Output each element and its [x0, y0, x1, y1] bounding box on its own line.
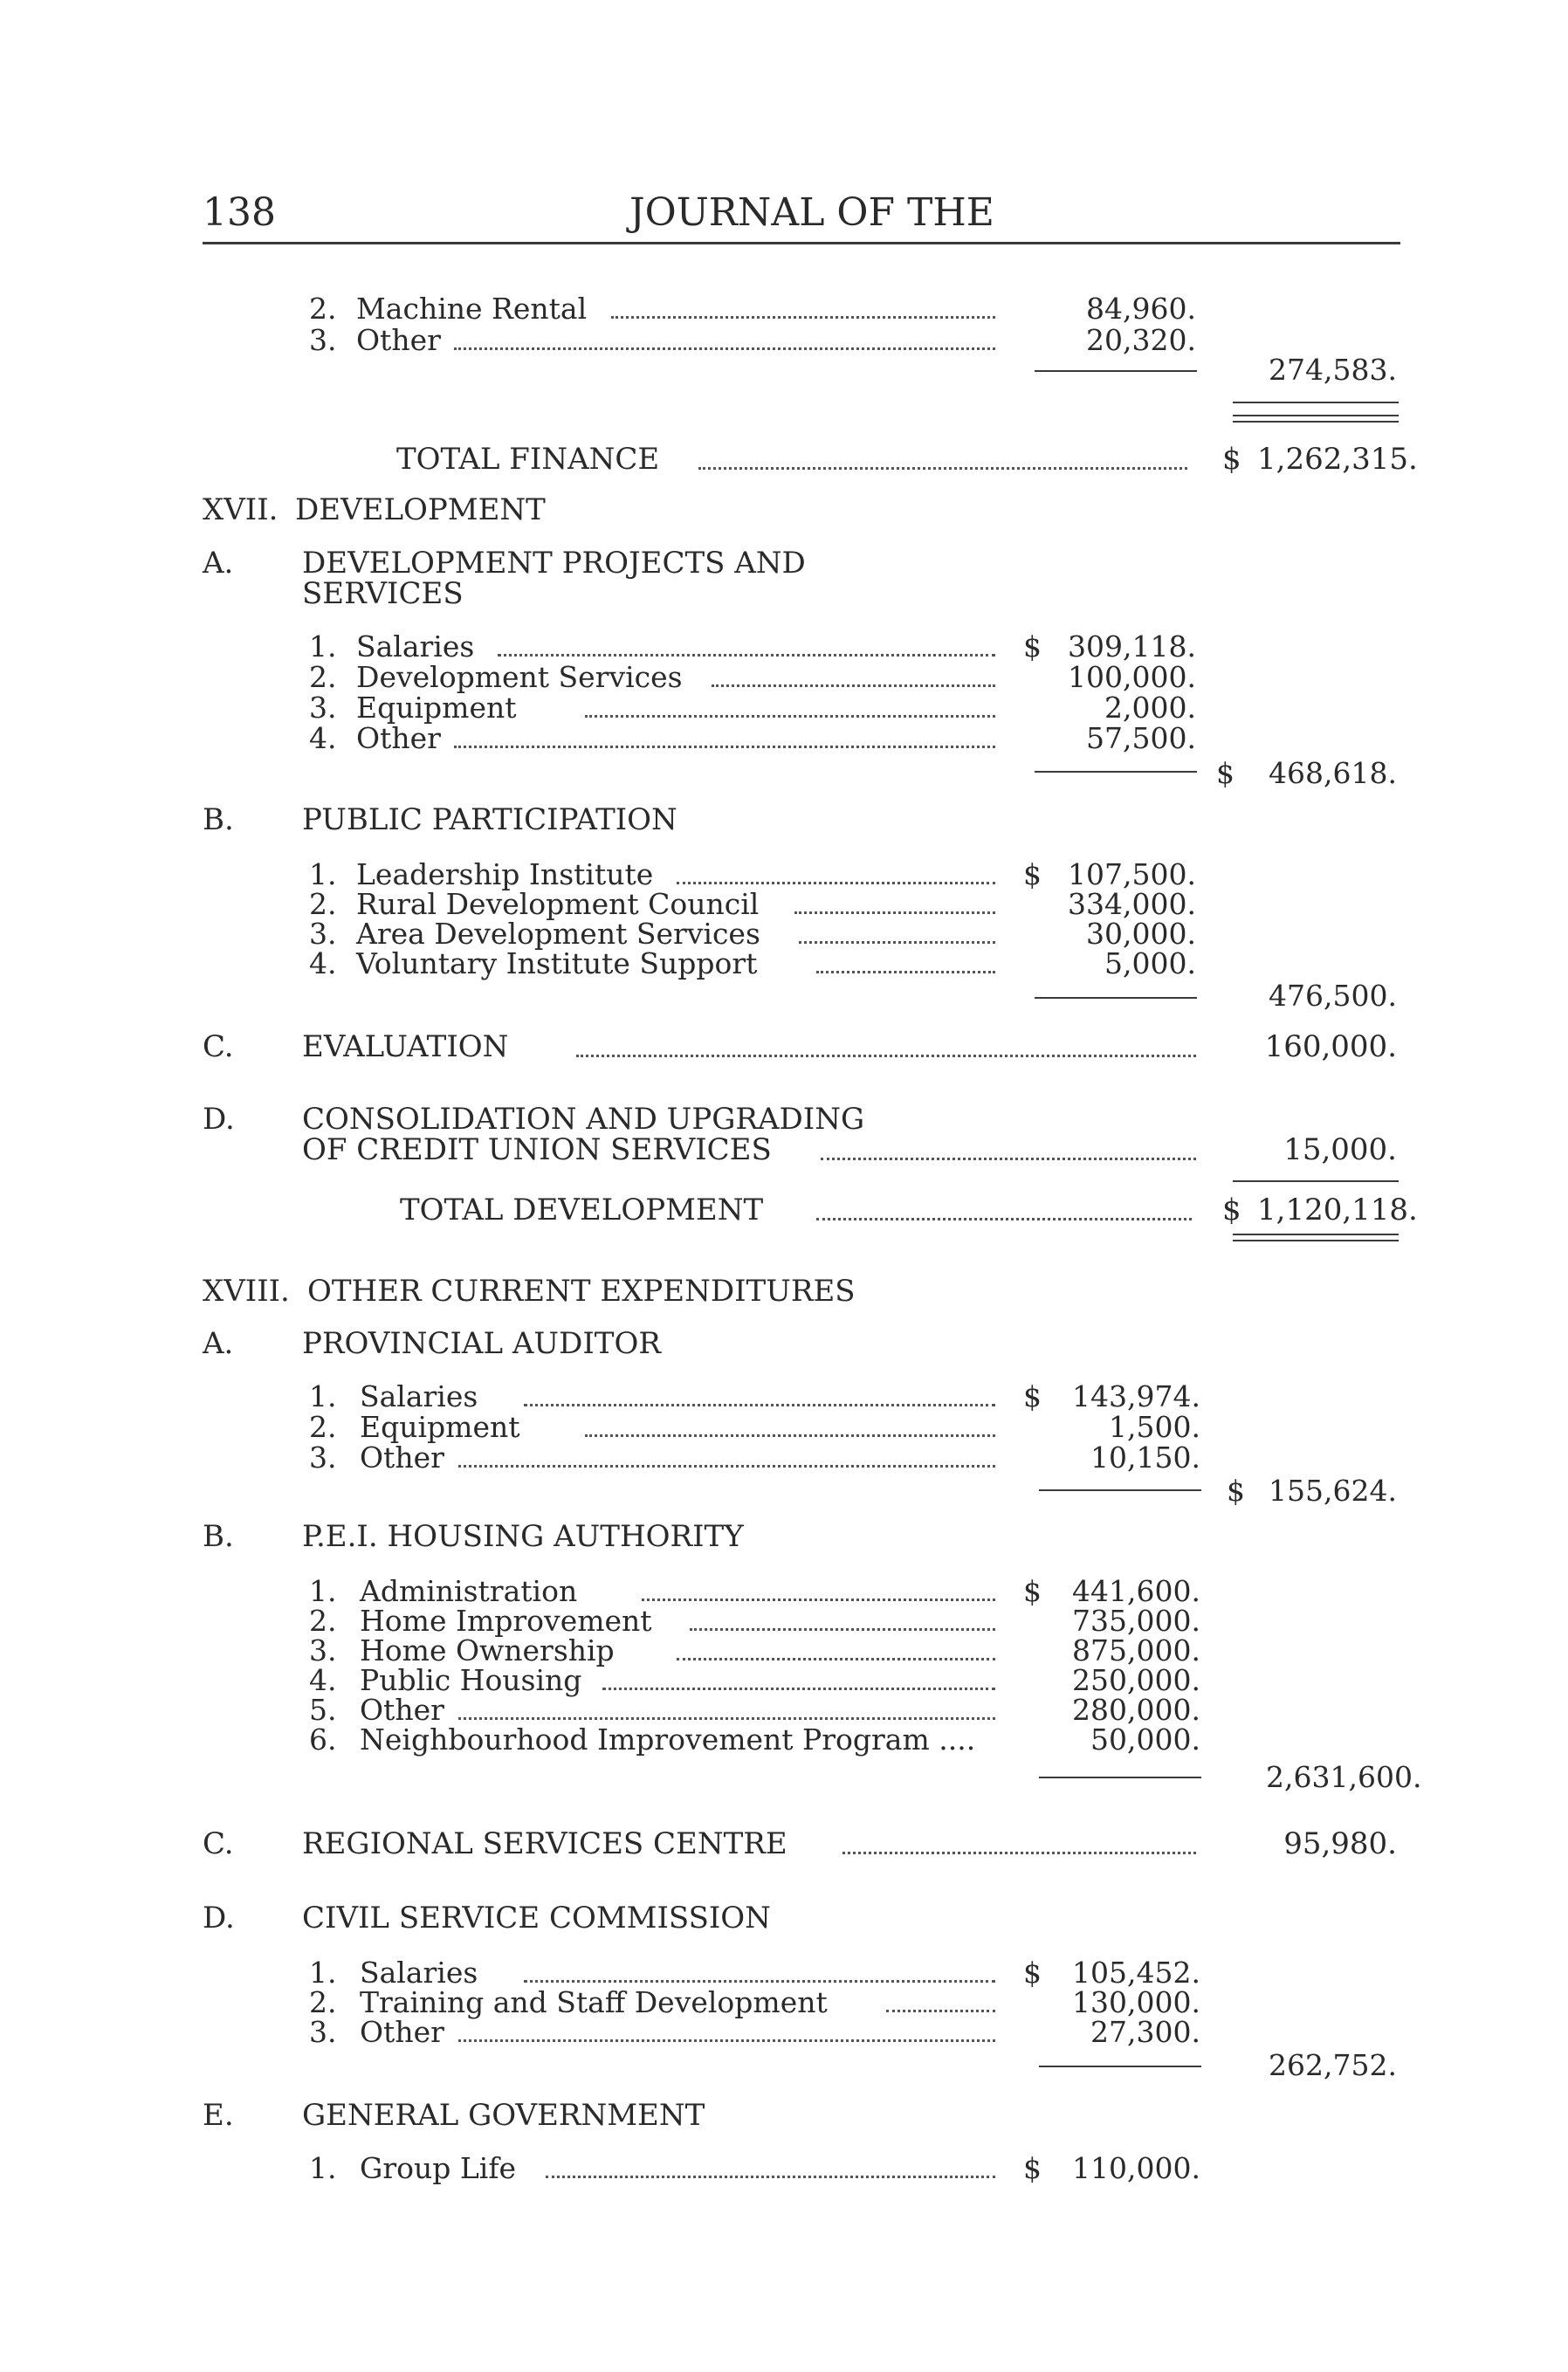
subtotal-amount: 468,618. — [1269, 756, 1397, 790]
section-roman: XVIII. — [203, 1274, 290, 1309]
total-currency: $ — [1222, 442, 1241, 477]
subsection-letter: D. — [203, 1102, 235, 1137]
item-label: Voluntary Institute Support — [356, 946, 758, 980]
item-number: 3. — [309, 917, 337, 951]
dot-leader — [524, 1404, 995, 1406]
item-label: Leadership Institute — [356, 857, 654, 891]
item-number: 2. — [309, 887, 337, 921]
item-label: Home Ownership — [360, 1633, 615, 1667]
total-rule — [1233, 1180, 1399, 1182]
item-number: 3. — [309, 323, 337, 357]
item-currency: $ — [1023, 1574, 1042, 1608]
item-label: Neighbourhood Improvement Program .... — [360, 1722, 976, 1757]
subtotal-rule — [1035, 370, 1197, 372]
subsection-letter: C. — [203, 1826, 234, 1861]
item-currency: $ — [1023, 1379, 1042, 1413]
item-amount: 2,000. — [1104, 691, 1196, 725]
subtotal-amount: 155,624. — [1269, 1474, 1397, 1508]
item-number: 2. — [309, 660, 337, 694]
dot-leader — [677, 1658, 995, 1660]
subtotal-currency: $ — [1216, 756, 1234, 790]
item-label: Training and Staff Development — [360, 1985, 828, 2019]
section-title: OTHER CURRENT EXPENDITURES — [307, 1274, 856, 1309]
item-amount: 875,000. — [1072, 1633, 1200, 1667]
subtotal-amount: 476,500. — [1269, 979, 1397, 1013]
item-number: 4. — [309, 721, 337, 755]
section-title: DEVELOPMENT — [295, 492, 546, 527]
item-label: Equipment — [360, 1410, 520, 1444]
dot-leader — [886, 2010, 995, 2012]
item-currency: $ — [1023, 857, 1042, 891]
item-label: Salaries — [360, 1956, 478, 1990]
total-double-rule-top — [1233, 415, 1399, 416]
item-amount: 105,452. — [1072, 1956, 1200, 1990]
item-number: 3. — [309, 2015, 337, 2049]
dot-leader — [585, 715, 995, 718]
dot-leader — [677, 882, 995, 884]
dot-leader — [712, 684, 995, 687]
item-label: Salaries — [356, 629, 475, 663]
item-amount: 10,150. — [1090, 1440, 1200, 1475]
subtotal-rule — [1039, 1489, 1201, 1491]
subtotal-rule — [1035, 771, 1197, 773]
item-number: 4. — [309, 946, 337, 980]
subsection-title: OF CREDIT UNION SERVICES — [302, 1132, 772, 1167]
item-number: 2. — [309, 1604, 337, 1638]
dot-leader — [816, 1218, 1192, 1220]
item-amount: 5,000. — [1104, 946, 1196, 980]
item-number: 5. — [309, 1693, 337, 1727]
dot-leader — [794, 911, 995, 914]
section-roman: XVII. — [203, 492, 279, 527]
total-label: TOTAL FINANCE — [396, 442, 660, 477]
subsection-title: PUBLIC PARTICIPATION — [302, 802, 677, 837]
subsection-title: SERVICES — [302, 576, 464, 611]
item-label: Other — [356, 323, 441, 357]
dot-leader — [524, 1980, 995, 1983]
dot-leader — [698, 467, 1187, 470]
subsection-title: REGIONAL SERVICES CENTRE — [302, 1826, 787, 1861]
subsection-letter: D. — [203, 1901, 235, 1935]
subsection-amount: 15,000. — [1283, 1132, 1397, 1167]
dot-leader — [816, 971, 995, 973]
item-label: Area Development Services — [356, 917, 760, 951]
item-label: Home Improvement — [360, 1604, 652, 1638]
item-label: Administration — [360, 1574, 578, 1608]
item-amount: 50,000. — [1090, 1722, 1200, 1757]
page-title: JOURNAL OF THE — [629, 190, 994, 235]
total-double-rule-top — [1233, 1234, 1399, 1235]
item-label: Other — [360, 2015, 444, 2049]
item-amount: 334,000. — [1068, 887, 1196, 921]
total-double-rule-bottom — [1233, 1240, 1399, 1241]
item-number: 3. — [309, 1440, 337, 1475]
item-number: 3. — [309, 1633, 337, 1667]
item-amount: 27,300. — [1090, 2015, 1200, 2049]
subsection-letter: A. — [203, 1326, 234, 1361]
item-amount: 20,320. — [1086, 323, 1196, 357]
subsection-title: EVALUATION — [302, 1029, 509, 1064]
item-label: Other — [356, 721, 441, 755]
dot-leader — [821, 1158, 1196, 1160]
item-number: 6. — [309, 1722, 337, 1757]
subtotal-rule — [1233, 402, 1399, 403]
dot-leader — [642, 1599, 995, 1601]
item-number: 1. — [309, 1574, 337, 1608]
item-number: 2. — [309, 1985, 337, 2019]
item-amount: 1,500. — [1109, 1410, 1200, 1444]
item-label: Rural Development Council — [356, 887, 760, 921]
item-number: 1. — [309, 857, 337, 891]
subsection-title: CONSOLIDATION AND UPGRADING — [302, 1102, 865, 1137]
total-double-rule-bottom — [1233, 421, 1399, 423]
subtotal-rule — [1039, 2066, 1201, 2067]
dot-leader — [799, 941, 995, 944]
dot-leader — [585, 1434, 995, 1437]
dot-leader — [690, 1628, 995, 1631]
header-rule — [203, 242, 1400, 244]
item-amount: 309,118. — [1068, 629, 1196, 663]
dot-leader — [458, 1465, 995, 1468]
dot-leader — [458, 2039, 995, 2042]
page-number: 138 — [203, 190, 276, 235]
item-amount: 84,960. — [1086, 292, 1196, 326]
item-amount: 107,500. — [1068, 857, 1196, 891]
subsection-title: CIVIL SERVICE COMMISSION — [302, 1901, 771, 1935]
item-amount: 250,000. — [1072, 1663, 1200, 1697]
item-label: Equipment — [356, 691, 517, 725]
subsection-title: DEVELOPMENT PROJECTS AND — [302, 546, 806, 581]
subtotal-rule — [1039, 1777, 1201, 1778]
item-label: Machine Rental — [356, 292, 588, 326]
subsection-amount: 95,980. — [1283, 1826, 1397, 1861]
subsection-letter: E. — [203, 2098, 234, 2133]
item-currency: $ — [1023, 629, 1042, 663]
subsection-letter: B. — [203, 1519, 234, 1554]
total-amount: 1,262,315. — [1257, 442, 1418, 477]
item-amount: 110,000. — [1072, 2151, 1200, 2185]
subsection-amount: 160,000. — [1264, 1029, 1397, 1064]
item-amount: 30,000. — [1086, 917, 1196, 951]
item-amount: 735,000. — [1072, 1604, 1200, 1638]
dot-leader — [458, 1717, 995, 1720]
item-label: Other — [360, 1440, 444, 1475]
item-number: 1. — [309, 2151, 337, 2185]
subtotal-amount: 2,631,600. — [1266, 1760, 1422, 1794]
item-number: 4. — [309, 1663, 337, 1697]
subsection-letter: C. — [203, 1029, 234, 1064]
item-label: Public Housing — [360, 1663, 582, 1697]
item-number: 3. — [309, 691, 337, 725]
dot-leader — [498, 654, 995, 657]
item-label: Group Life — [360, 2151, 517, 2185]
item-amount: 441,600. — [1072, 1574, 1200, 1608]
subsection-letter: A. — [203, 546, 234, 581]
subsection-title: GENERAL GOVERNMENT — [302, 2098, 705, 2133]
dot-leader — [611, 316, 995, 319]
item-number: 1. — [309, 1956, 337, 1990]
item-number: 2. — [309, 1410, 337, 1444]
dot-leader — [546, 2176, 995, 2178]
subsection-title: PROVINCIAL AUDITOR — [302, 1326, 661, 1361]
total-amount: 1,120,118. — [1257, 1193, 1418, 1227]
total-label: TOTAL DEVELOPMENT — [400, 1193, 764, 1227]
subtotal-rule — [1035, 997, 1197, 999]
item-currency: $ — [1023, 1956, 1042, 1990]
total-currency: $ — [1222, 1193, 1241, 1227]
subsection-letter: B. — [203, 802, 234, 837]
item-label: Development Services — [356, 660, 683, 694]
item-amount: 57,500. — [1086, 721, 1196, 755]
item-number: 1. — [309, 629, 337, 663]
item-number: 1. — [309, 1379, 337, 1413]
item-amount: 143,974. — [1072, 1379, 1200, 1413]
item-amount: 280,000. — [1072, 1693, 1200, 1727]
dot-leader — [454, 746, 995, 748]
dot-leader — [454, 347, 995, 350]
item-number: 2. — [309, 292, 337, 326]
subtotal-currency: $ — [1227, 1474, 1245, 1508]
dot-leader — [576, 1055, 1196, 1057]
subsection-title: P.E.I. HOUSING AUTHORITY — [302, 1519, 744, 1554]
item-label: Other — [360, 1693, 444, 1727]
dot-leader — [602, 1688, 995, 1690]
item-amount: 100,000. — [1068, 660, 1196, 694]
subtotal-amount: 274,583. — [1269, 353, 1397, 387]
item-label: Salaries — [360, 1379, 478, 1413]
item-currency: $ — [1023, 2151, 1042, 2185]
subtotal-amount: 262,752. — [1269, 2048, 1397, 2082]
item-amount: 130,000. — [1072, 1985, 1200, 2019]
dot-leader — [842, 1852, 1196, 1854]
